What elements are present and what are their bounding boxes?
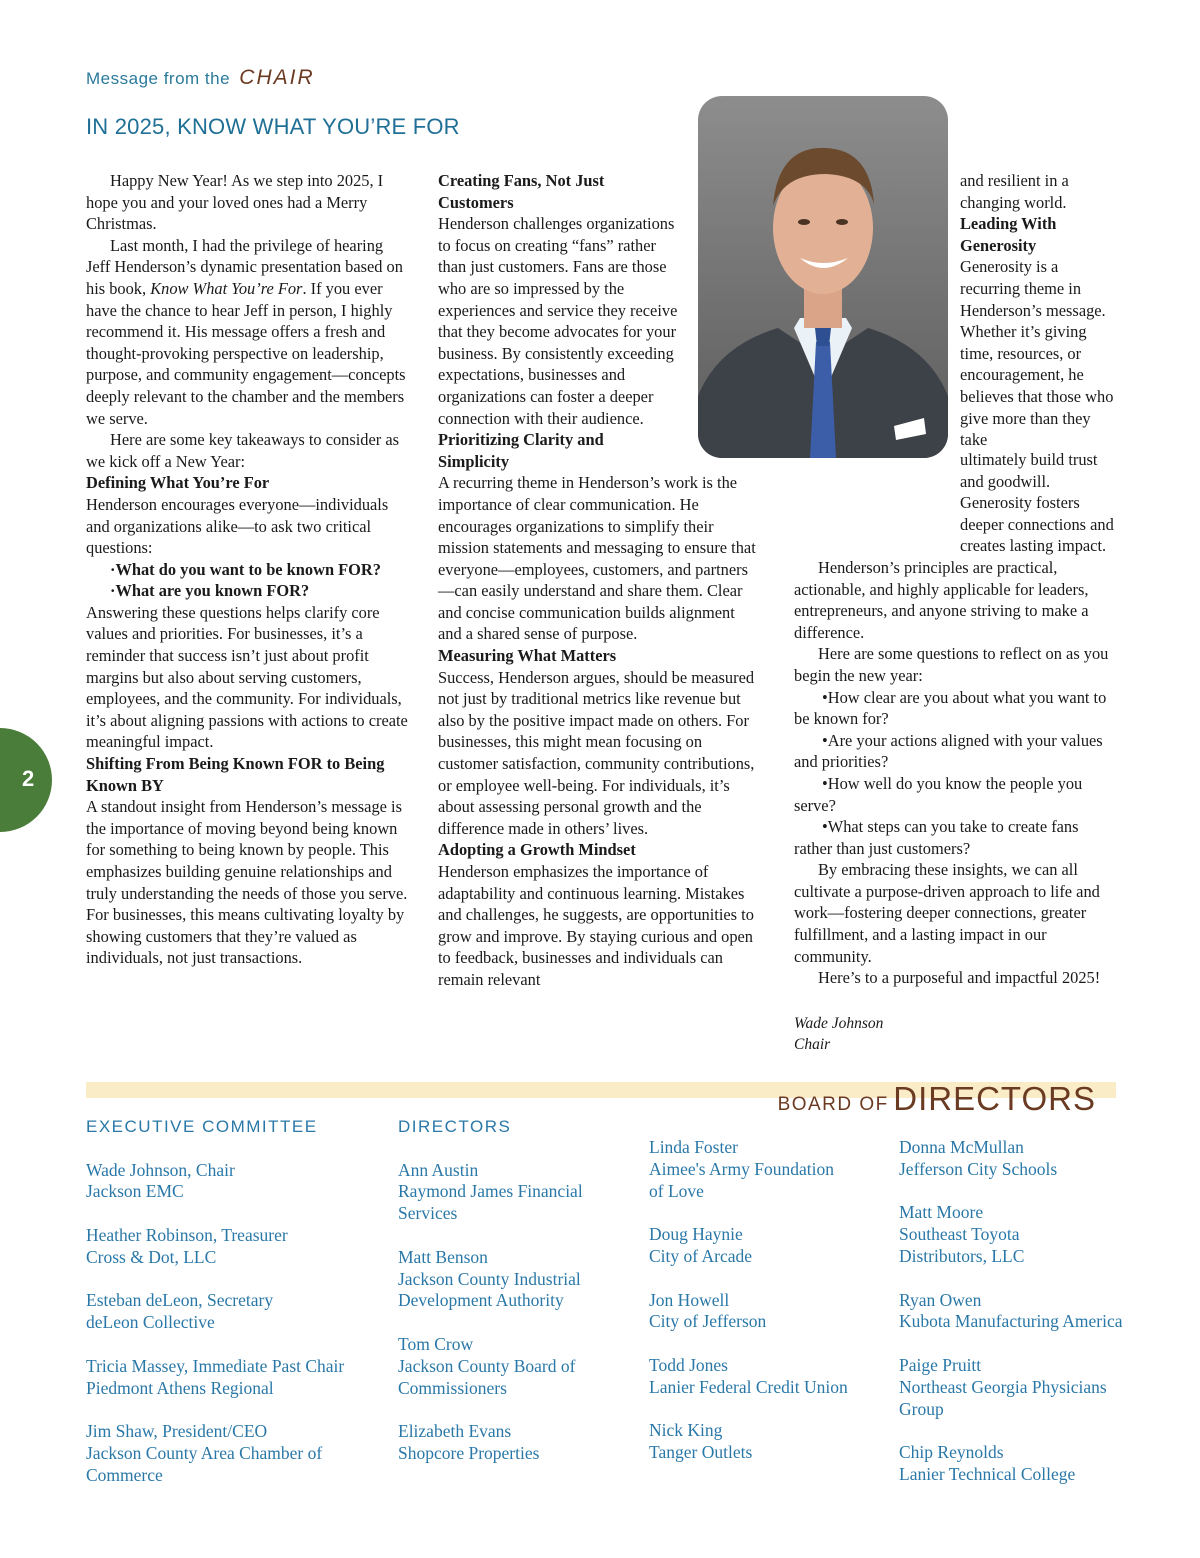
member-name: Paige Pruitt <box>899 1354 982 1375</box>
subheading: Creating Fans, Not Just Customers <box>438 171 605 212</box>
subheading: Adopting a Growth Mindset <box>438 840 636 860</box>
paragraph <box>86 235 408 429</box>
subheading: Leading With Generosity <box>960 214 1057 255</box>
member-name: Chip Reynolds <box>899 1442 1004 1463</box>
directors-column-2 <box>649 1137 889 1486</box>
paragraph: By embracing these insights, we can all cultivate a purpose-driven approach to life and work—fostering deeper connections, greater fulfillment, and a lasting impact in our community. <box>794 860 1100 966</box>
member-org: City of Jefferson <box>649 1311 767 1332</box>
signature-name: Wade Johnson <box>794 1014 884 1032</box>
member-org: Jefferson City Schools <box>899 1158 1058 1179</box>
paragraph: and resilient in a changing world. <box>960 171 1069 212</box>
board-member <box>398 1247 638 1312</box>
article-column-1 <box>86 170 408 969</box>
book-title: Know What You’re For <box>150 278 303 298</box>
board-member <box>649 1355 889 1399</box>
board-member <box>86 1160 386 1204</box>
reflection-question: •How well do you know the people you serve? <box>794 773 1083 815</box>
reflection-question: •Are your actions aligned with your values and priorities? <box>794 730 1103 772</box>
member-name: Donna McMullan <box>899 1137 1024 1157</box>
board-member <box>86 1290 386 1334</box>
directors-heading: DIRECTORS <box>398 1117 512 1136</box>
member-name: Elizabeth Evans <box>398 1421 512 1442</box>
paragraph: Happy New Year! As we step into 2025, I hope you and your loved ones had a Merry Christmas. <box>86 171 384 234</box>
member-org: Lanier Technical College <box>899 1463 1076 1484</box>
executive-committee-heading: EXECUTIVE COMMITTEE <box>86 1117 318 1136</box>
executive-committee-column <box>86 1116 386 1508</box>
page-number: 2 <box>22 766 35 791</box>
paragraph-text: . If you ever have the chance to hear Jeff in person, I highly recommend it. His message offers a fresh and thought-provoking perspective on leadership, purpose, and community engagement—concepts deeply relevant to the chamber and the members we serve. <box>86 278 406 428</box>
member-name: Jon Howell <box>649 1289 730 1310</box>
board-title <box>778 1080 1096 1118</box>
member-name: Linda Foster <box>649 1137 738 1157</box>
signature-title: Chair <box>794 1036 831 1054</box>
member-name: Ann Austin <box>398 1159 479 1180</box>
member-org: Jackson EMC <box>86 1181 184 1202</box>
member-org: Northeast Georgia Physicians Group <box>899 1376 1107 1419</box>
board-member <box>899 1442 1159 1486</box>
paragraph: Here are some questions to reflect on as you begin the new year: <box>794 644 1109 685</box>
member-org: Tanger Outlets <box>649 1442 753 1463</box>
member-name: Tricia Massey, Immediate Past Chair <box>86 1355 345 1376</box>
header-kicker-label: Message from the <box>86 69 231 88</box>
member-name: Matt Moore <box>899 1202 984 1223</box>
paragraph: Answering these questions helps clarify core values and priorities. For businesses, it’s a reminder that success isn’t just about profit margins but also about serving customers, employees, and the community. For individuals, it’s about aligning passions with actions to create meaningful impact. <box>86 602 408 752</box>
member-org: deLeon Collective <box>86 1312 215 1333</box>
article-column-3-top <box>960 170 1120 451</box>
chair-portrait-photo <box>698 96 948 458</box>
member-org: Southeast Toyota Distributors, LLC <box>899 1224 1025 1266</box>
directors-column-1 <box>398 1116 638 1487</box>
member-name: Wade Johnson, Chair <box>86 1159 235 1180</box>
paragraph-text: Last month, I had the privilege of hearing Jeff Henderson’s dynamic presentation based on his book, <box>86 235 403 298</box>
member-name: Todd Jones <box>649 1354 728 1375</box>
paragraph: Henderson’s principles are practical, actionable, and highly applicable for leaders, entrepreneurs, and anyone striving to make a difference. <box>794 557 1089 642</box>
paragraph: Generosity is a recurring theme in Henderson’s message. Whether it’s giving time, resources, or encouragement, he believes that those who give more than they take <box>960 257 1114 450</box>
subheading: Defining What You’re For <box>86 473 270 493</box>
member-name: Matt Benson <box>398 1246 488 1267</box>
board-member <box>649 1137 889 1202</box>
question-bullet: ·What do you want to be known FOR? <box>110 559 381 579</box>
paragraph: Henderson emphasizes the importance of adaptability and continuous learning. Mistakes and challenges, he suggests, are opportunities to grow and improve. By staying curious and open to feedback, businesses and individuals can remain relevant <box>438 862 754 989</box>
paragraph: Here are some key takeaways to consider as we kick off a New Year: <box>86 430 399 471</box>
board-member <box>899 1137 1159 1181</box>
subheading: Shifting From Being Known FOR to Being Known BY <box>86 754 385 795</box>
member-name: Jim Shaw, President/CEO <box>86 1421 268 1442</box>
portrait-illustration <box>698 96 948 458</box>
member-org: Lanier Federal Credit Union <box>649 1376 848 1397</box>
directors-column-3 <box>899 1137 1159 1508</box>
member-org: Jackson County Board of Commissioners <box>398 1355 576 1398</box>
reflection-question: •How clear are you about what you want to be known for? <box>794 687 1107 729</box>
article-headline: IN 2025, KNOW WHAT YOU’RE FOR <box>86 114 460 139</box>
board-member <box>86 1421 386 1486</box>
member-org: Piedmont Athens Regional <box>86 1377 274 1398</box>
member-org: Jackson County Industrial Development Authority <box>398 1268 581 1311</box>
article-column-3 <box>794 449 1120 1056</box>
member-org: Shopcore Properties <box>398 1442 540 1463</box>
paragraph: A recurring theme in Henderson’s work is the importance of clear communication. He encourages organizations to simplify their mission statements and messaging to ensure that everyone—employees, customers, and partners—can easily understand and share them. Clear and concise communication builds alignment and a shared sense of purpose. <box>438 473 756 644</box>
member-name: Heather Robinson, Treasurer <box>86 1224 288 1245</box>
board-member <box>398 1160 638 1225</box>
member-org: Aimee's Army Foundation of Love <box>649 1158 834 1201</box>
board-member <box>398 1421 638 1465</box>
member-name: Esteban deLeon, Secretary <box>86 1290 274 1311</box>
board-member <box>899 1290 1159 1334</box>
subheading: Measuring What Matters <box>438 646 617 666</box>
paragraph: Success, Henderson argues, should be measured not just by traditional metrics like revenue but also by the positive impact made on others. For businesses, this might mean focusing on customer satisfaction, community contributions, or employee well-being. For individuals, it’s about assessing personal growth and the difference made in others’ lives. <box>438 667 755 838</box>
member-name: Doug Haynie <box>649 1224 743 1245</box>
member-org: Raymond James Financial Services <box>398 1181 583 1224</box>
member-org: City of Arcade <box>649 1245 753 1266</box>
paragraph: ultimately build trust and goodwill. Generosity fosters deeper connections and creates lasting impact. <box>960 450 1114 556</box>
board-member <box>649 1290 889 1334</box>
board-title-small: BOARD OF <box>777 1094 889 1115</box>
board-member <box>899 1202 1159 1267</box>
question-bullet: ·What are you known FOR? <box>110 581 310 601</box>
header-kicker <box>86 66 315 90</box>
board-member <box>86 1356 386 1400</box>
paragraph: Here’s to a purposeful and impactful 2025! <box>818 968 1101 988</box>
reflection-question: •What steps can you take to create fans rather than just customers? <box>794 817 1079 858</box>
paragraph: Henderson encourages everyone—individuals and organizations alike—to ask two critical questions: <box>86 494 389 558</box>
member-name: Tom Crow <box>398 1333 474 1354</box>
member-org: Cross & Dot, LLC <box>86 1246 217 1267</box>
member-name: Nick King <box>649 1420 723 1441</box>
member-org: Kubota Manufacturing America <box>899 1311 1123 1332</box>
board-member <box>649 1224 889 1268</box>
board-title-big: DIRECTORS <box>893 1080 1096 1117</box>
header-kicker-chair: CHAIR <box>239 66 315 89</box>
member-org: Jackson County Area Chamber of Commerce <box>86 1442 323 1485</box>
board-member <box>86 1225 386 1269</box>
board-member <box>398 1334 638 1399</box>
member-name: Ryan Owen <box>899 1289 982 1310</box>
paragraph: Henderson challenges organizations to focus on creating “fans” rather than just customers. Fans are those who are so impressed by the experiences and service they receive that they become advocates for your business. By consistently exceeding expectations, businesses and organizations can foster a deeper connection with their audience. <box>438 214 678 428</box>
board-member <box>899 1355 1159 1420</box>
paragraph: A standout insight from Henderson’s message is the importance of moving beyond being known for something to being known by people. This emphasizes building genuine relationships and truly understanding the needs of those you serve. For businesses, this means cultivating loyalty by showing customers that they’re valued as individuals, not just transactions. <box>86 797 408 968</box>
subheading: Prioritizing Clarity and Simplicity <box>438 430 604 471</box>
board-member <box>649 1420 889 1464</box>
